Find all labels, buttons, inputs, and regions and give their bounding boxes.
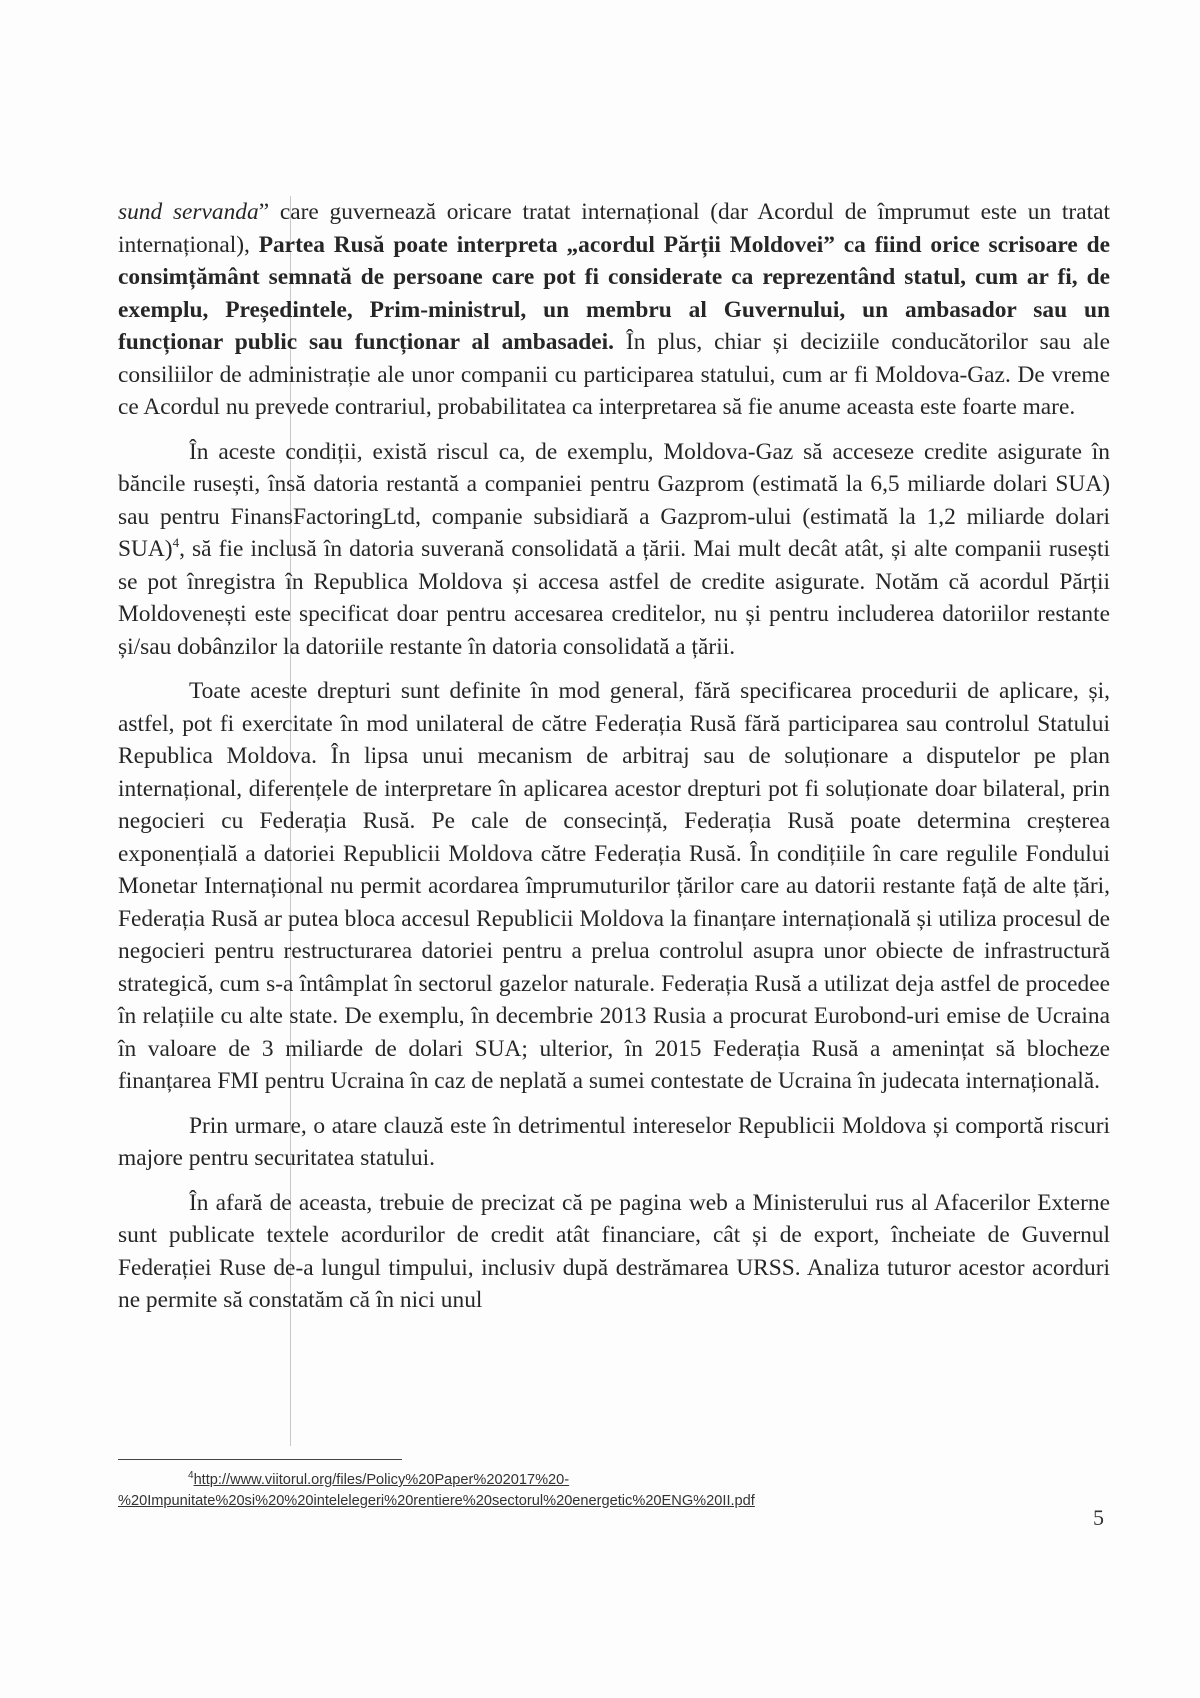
footnote-link-part-1[interactable]: http://www.viitorul.org/files/Policy%20Paper%202017%20- <box>193 1472 570 1488</box>
paragraph-4 <box>118 1110 1110 1175</box>
footnote-marker: 4 <box>188 1470 194 1482</box>
bold-text-run: Partea Rusă poate interpreta „acordul Părții Moldovei” ca fiind orice scrisoare de consimțământ semnată de persoane care pot fi considerate ca reprezentând statul, cum ar fi, de exemplu, Președintele, Prim-ministrul, un membru al Guvernului, un ambasador sau un funcționar public sau funcționar al ambasadei. <box>118 231 1110 355</box>
text-run: , să fie inclusă în datoria suverană consolidată a țării. Mai mult decât atât, și alte companii rusești se pot înregistra în Republica Moldova și accesa astfel de credite asigurate. Notăm că acordul Părții Moldovenești este specificat doar pentru accesarea creditelor, nu și pentru includerea datoriilor restante și/sau dobânzilor la datoriile restante în datoria consolidată a țării. <box>118 536 1110 660</box>
body-text <box>118 196 1110 1329</box>
footnote-line-2 <box>118 1491 1078 1512</box>
footnote <box>118 1470 1078 1512</box>
text-run: În plus, chiar și deciziile conducătorilor sau ale consiliilor de administrație ale unor companii cu participarea statului, cum ar fi Moldova-Gaz. De vreme ce Acordul nu prevede contrariul, probabilitatea ca interpretarea să fie anume aceasta este foarte mare. <box>118 329 1110 420</box>
paragraph-2 <box>118 436 1110 664</box>
text-run: ” care guvernează oricare tratat internațional (dar Acordul de împrumut este un tratat internațional), <box>118 199 1110 258</box>
text-run: În afară de aceasta, trebuie de precizat că pe pagina web a Ministerului rus al Afacerilor Externe sunt publicate textele acordurilor de credit atât financiare, cât și de export, încheiate de Guvernul Federației Ruse de-a lungul timpului, inclusiv după destrămarea URSS. Analiza tuturor acestor acorduri ne permite să constatăm că în nici unul <box>118 1189 1110 1313</box>
latin-phrase: sund servanda <box>118 199 259 225</box>
page-number: 5 <box>1093 1505 1104 1530</box>
text-run: În aceste condiții, există riscul ca, de exemplu, Moldova-Gaz să acceseze credite asigurate în băncile rusești, însă datoria restantă a companiei pentru Gazprom (estimată la 6,5 miliarde dolari SUA) sau pentru FinansFactoringLtd, companie subsidiară a Gazprom-ului (estimată la 1,2 miliarde dolari SUA) <box>118 438 1110 562</box>
text-run: Prin urmare, o atare clauză este în detrimentul intereselor Republicii Moldova și comportă riscuri majore pentru securitatea statului. <box>118 1112 1110 1171</box>
footnote-line-1 <box>118 1470 1078 1491</box>
footnote-reference[interactable]: 4 <box>172 535 180 551</box>
footnote-separator <box>118 1459 402 1460</box>
paragraph-3 <box>118 675 1110 1098</box>
text-run: Toate aceste drepturi sunt definite în mod general, fără specificarea procedurii de aplicare, și, astfel, pot fi exercitate în mod unilateral de către Federația Rusă fără participarea sau controlul Statului Republica Moldova. În lipsa unui mecanism de arbitraj sau de soluționare a disputelor pe plan internațional, diferențele de interpretare în aplicarea acestor drepturi pot fi soluționate doar bilateral, prin negocieri cu Federația Rusă. Pe cale de consecință, Federația Rusă poate determina creșterea exponențială a datoriei Republicii Moldova către Federația Rusă. În condițiile în care regulile Fondului Monetar Internațional nu permit acordarea împrumuturilor țărilor care au datorii restante față de alte țări, Federația Rusă ar putea bloca accesul Republicii Moldova la finanțare internațională și utiliza procesul de negocieri pentru restructurarea datoriei pentru a prelua controlul asupra unor obiecte de infrastructură strategică, cum s-a întâmplat în sectorul gazelor naturale. Federația Rusă a utilizat deja astfel de procedee în relațiile cu alte state. De exemplu, în decembrie 2013 Rusia a procurat Eurobond-uri emise de Ucraina în valoare de 3 miliarde de dolari SUA; ulterior, în 2015 Federația Rusă a amenințat să blocheze finanțarea FMI pentru Ucraina în caz de neplată a sumei contestate de Ucraina în judecata internațională. <box>118 678 1110 1094</box>
footnote-link-part-2[interactable]: %20Impunitate%20si%20%20intelelegeri%20rentiere%20sectorul%20energetic%20ENG%20II.pdf <box>118 1493 755 1509</box>
paragraph-5 <box>118 1187 1110 1317</box>
paragraph-1 <box>118 196 1110 424</box>
